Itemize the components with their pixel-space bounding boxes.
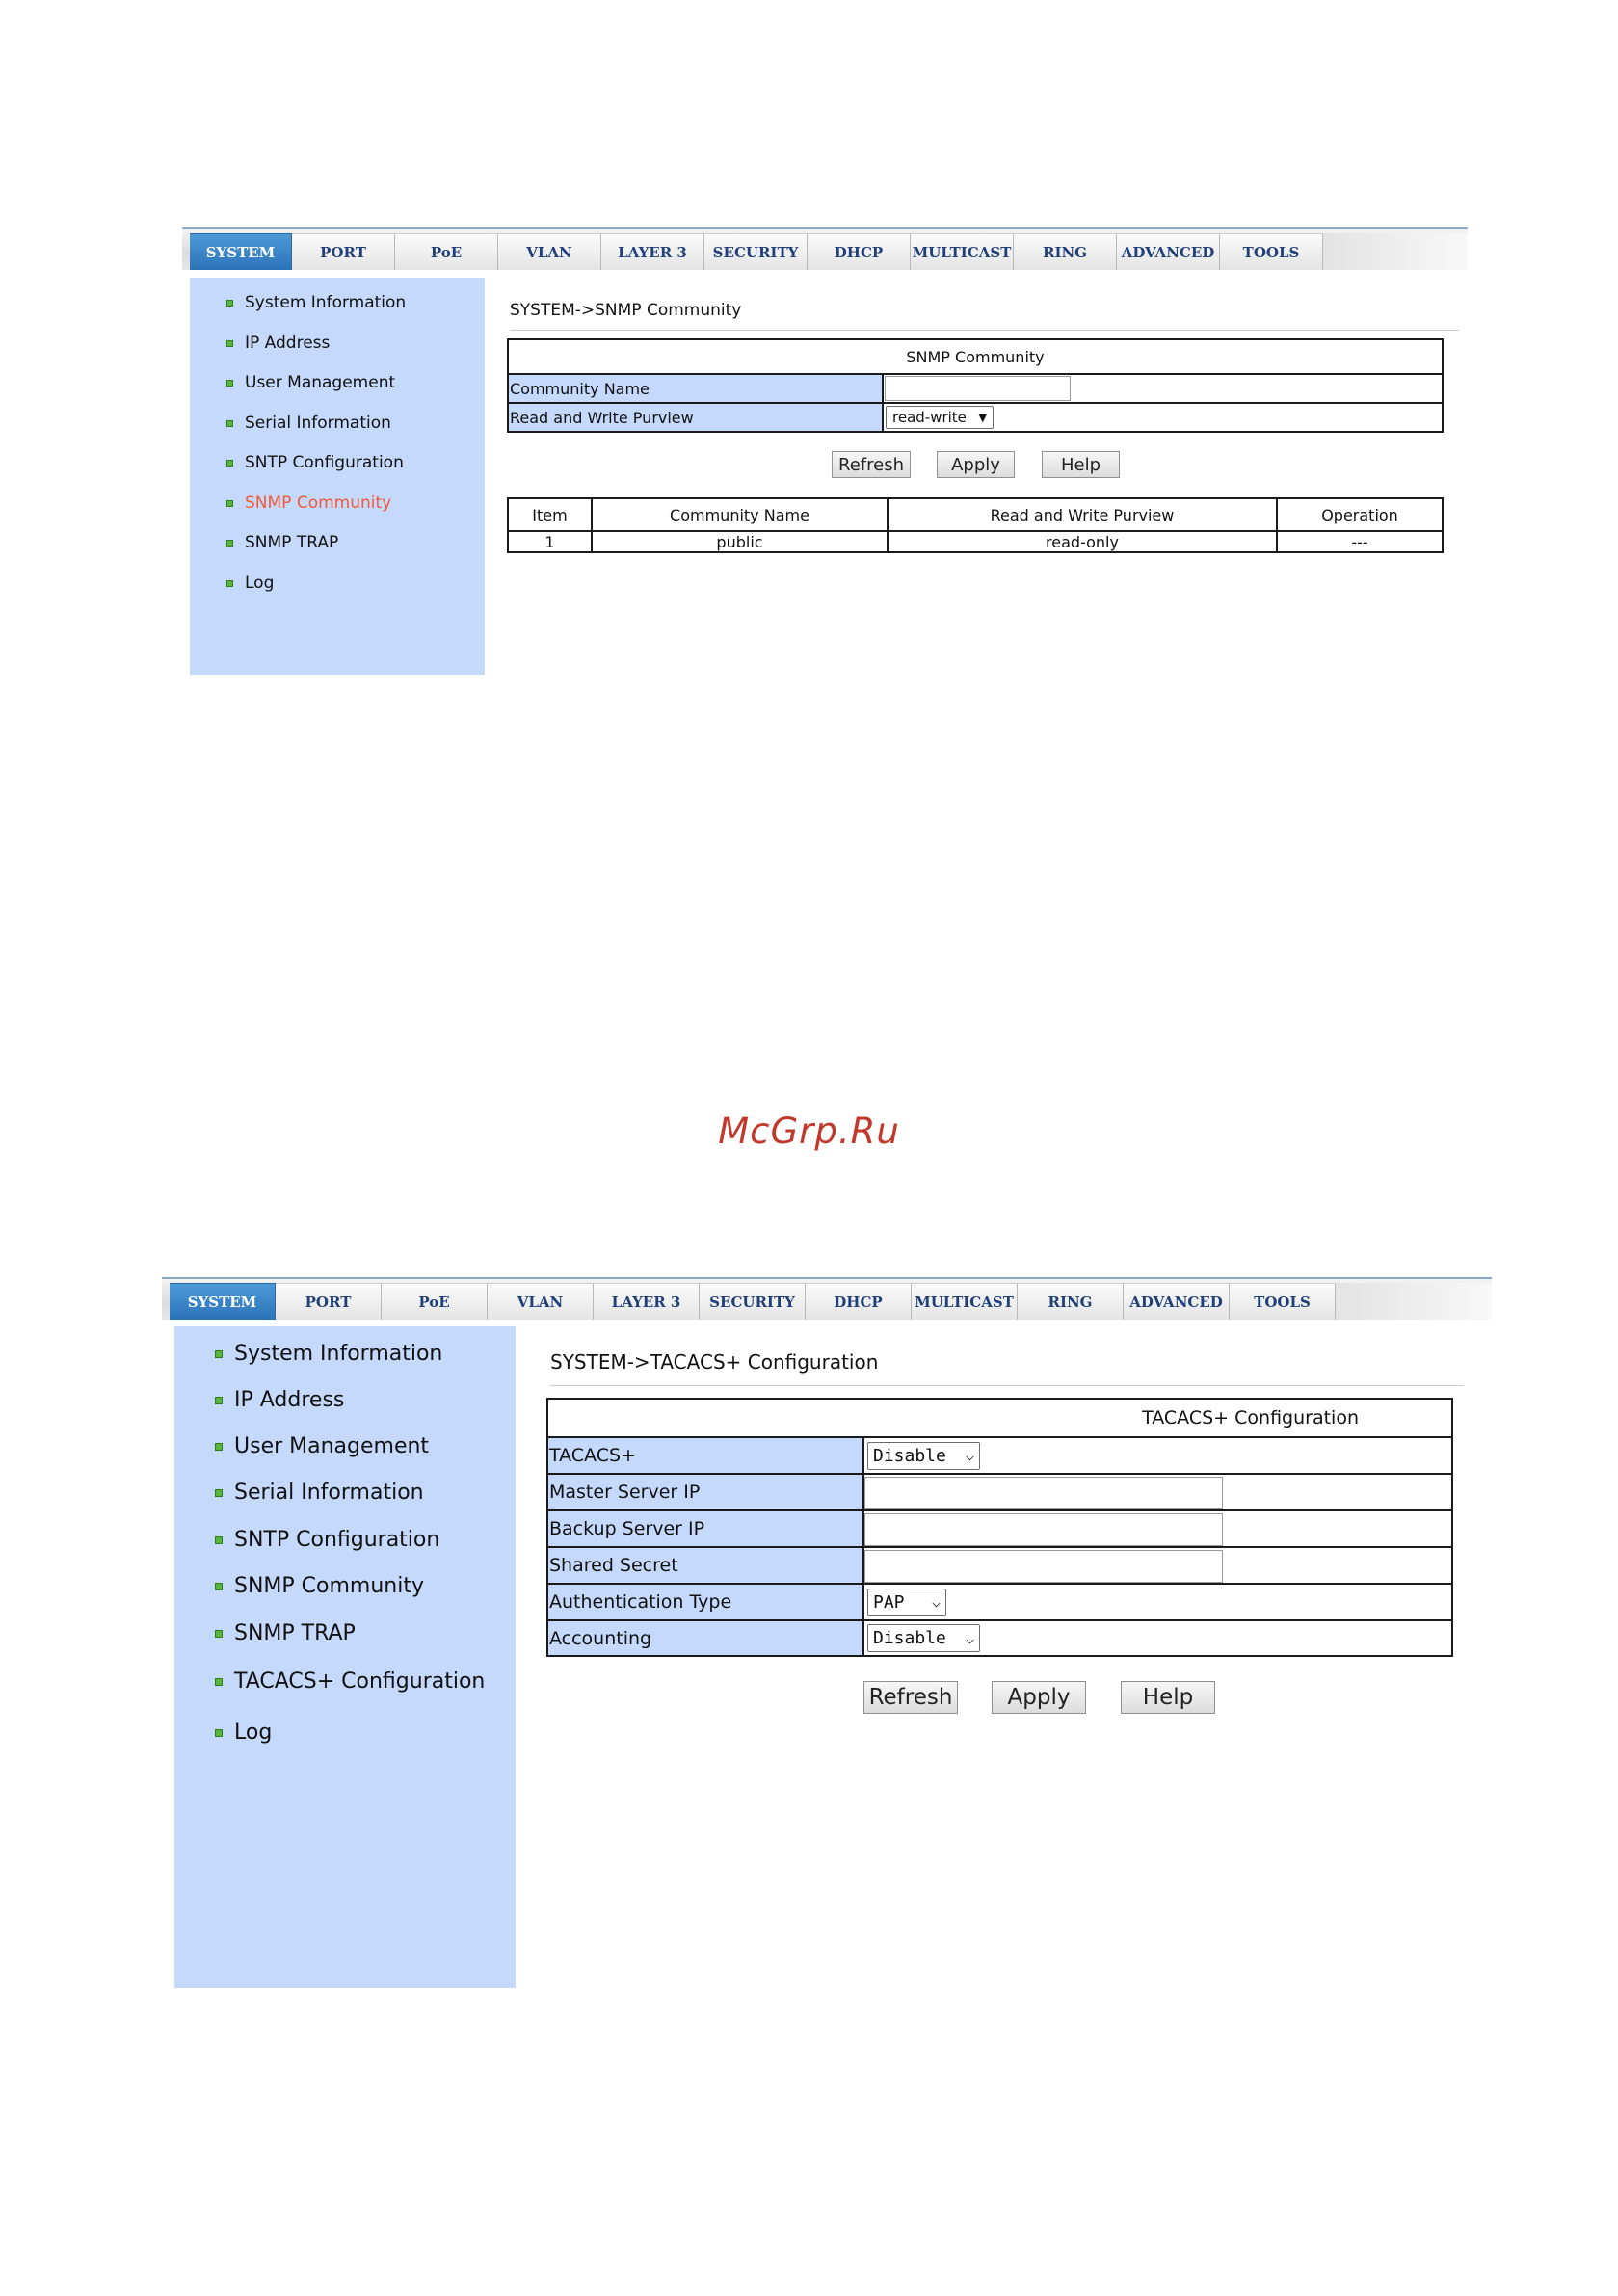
authentication-type-label: Authentication Type: [547, 1584, 863, 1620]
bullet-icon: [215, 1489, 223, 1497]
cell-operation: ---: [1277, 531, 1443, 552]
community-name-label: Community Name: [508, 374, 883, 403]
tab-system[interactable]: SYSTEM: [170, 1283, 276, 1320]
sidebar-item-system-information[interactable]: System Information: [226, 293, 406, 312]
tab-ring[interactable]: RING: [1014, 233, 1117, 270]
tacacs-select[interactable]: Disable ⌵: [867, 1442, 980, 1470]
bullet-icon: [226, 300, 233, 307]
shared-secret-input[interactable]: [864, 1550, 1223, 1583]
bullet-icon: [226, 380, 233, 387]
tacacs-configuration-screenshot: [162, 1277, 1492, 1990]
dropdown-arrow-icon: ▼: [978, 411, 987, 424]
snmp-community-screenshot: [182, 227, 1468, 677]
sidebar-item-snmp-community[interactable]: SNMP Community: [226, 494, 391, 513]
help-button[interactable]: Help: [1042, 451, 1120, 478]
sidebar-item-sntp-configuration[interactable]: SNTP Configuration: [226, 453, 404, 472]
tab-vlan[interactable]: VLAN: [488, 1283, 594, 1320]
bullet-icon: [226, 420, 233, 427]
tab-port[interactable]: PORT: [292, 233, 395, 270]
sidebar: [190, 278, 485, 675]
bullet-icon: [226, 580, 233, 587]
breadcrumb: SYSTEM->TACACS+ Configuration: [550, 1350, 879, 1374]
tab-multicast[interactable]: MULTICAST: [911, 233, 1014, 270]
accounting-label: Accounting: [547, 1620, 863, 1656]
chevron-down-icon: ⌵: [931, 1593, 941, 1611]
shared-secret-label: Shared Secret: [547, 1547, 863, 1584]
tab-advanced[interactable]: ADVANCED: [1124, 1283, 1230, 1320]
tab-vlan[interactable]: VLAN: [498, 233, 601, 270]
nav-fade: [1336, 1283, 1492, 1320]
master-server-ip-label: Master Server IP: [547, 1474, 863, 1510]
table-row: [508, 531, 1443, 552]
bullet-icon: [215, 1630, 223, 1638]
nav-fade: [1323, 233, 1468, 270]
column-header-community-name: Community Name: [592, 498, 888, 531]
sidebar-item-user-management[interactable]: User Management: [215, 1434, 429, 1458]
tab-poe[interactable]: PoE: [382, 1283, 488, 1320]
tab-multicast[interactable]: MULTICAST: [912, 1283, 1018, 1320]
breadcrumb-divider: [510, 330, 1459, 331]
sidebar-item-tacacs-configuration[interactable]: TACACS+ Configuration: [215, 1669, 485, 1694]
breadcrumb-divider: [550, 1385, 1464, 1386]
watermark-text: McGrp.Ru: [718, 1110, 900, 1152]
bullet-icon: [215, 1397, 223, 1404]
tab-dhcp[interactable]: DHCP: [808, 233, 911, 270]
sidebar-item-system-information[interactable]: System Information: [215, 1342, 442, 1366]
chevron-down-icon: ⌵: [965, 1629, 974, 1647]
tab-advanced[interactable]: ADVANCED: [1117, 233, 1220, 270]
tab-layer3[interactable]: LAYER 3: [594, 1283, 700, 1320]
bullet-icon: [215, 1729, 223, 1737]
backup-server-ip-label: Backup Server IP: [547, 1510, 863, 1547]
form-title: SNMP Community: [508, 339, 1443, 374]
sidebar-item-serial-information[interactable]: Serial Information: [215, 1481, 424, 1505]
sidebar-item-serial-information[interactable]: Serial Information: [226, 414, 391, 433]
bullet-icon: [226, 540, 233, 547]
sidebar-item-snmp-trap[interactable]: SNMP TRAP: [226, 533, 338, 552]
snmp-community-form: [507, 338, 1444, 433]
tab-ring[interactable]: RING: [1018, 1283, 1124, 1320]
purview-label: Read and Write Purview: [508, 403, 883, 432]
community-name-input[interactable]: [885, 376, 1071, 401]
authentication-type-select[interactable]: PAP ⌵: [867, 1589, 946, 1616]
top-nav-bar: [182, 227, 1468, 270]
sidebar-item-snmp-community[interactable]: SNMP Community: [215, 1574, 424, 1598]
tab-tools[interactable]: TOOLS: [1220, 233, 1323, 270]
cell-community-name: public: [592, 531, 888, 552]
apply-button[interactable]: Apply: [937, 451, 1015, 478]
bullet-icon: [215, 1350, 223, 1358]
form-title: TACACS+ Configuration: [547, 1399, 1452, 1437]
tab-system[interactable]: SYSTEM: [190, 233, 292, 270]
bullet-icon: [215, 1536, 223, 1544]
accounting-select[interactable]: Disable ⌵: [867, 1624, 980, 1652]
tab-dhcp[interactable]: DHCP: [806, 1283, 912, 1320]
tab-layer3[interactable]: LAYER 3: [601, 233, 704, 270]
community-table: [507, 497, 1444, 553]
master-server-ip-input[interactable]: [864, 1477, 1223, 1509]
bullet-icon: [226, 340, 233, 347]
bullet-icon: [215, 1678, 223, 1686]
cell-purview: read-only: [888, 531, 1277, 552]
column-header-operation: Operation: [1277, 498, 1443, 531]
refresh-button[interactable]: Refresh: [832, 451, 911, 478]
column-header-item: Item: [508, 498, 592, 531]
breadcrumb: SYSTEM->SNMP Community: [510, 301, 742, 320]
tab-poe[interactable]: PoE: [395, 233, 498, 270]
sidebar: [174, 1326, 516, 1988]
tab-port[interactable]: PORT: [276, 1283, 382, 1320]
bullet-icon: [215, 1443, 223, 1451]
bullet-icon: [215, 1583, 223, 1590]
purview-select[interactable]: read-write ▼: [886, 406, 994, 429]
tacacs-label: TACACS+: [547, 1437, 863, 1474]
top-nav-bar: [162, 1277, 1492, 1320]
sidebar-item-snmp-trap[interactable]: SNMP TRAP: [215, 1621, 356, 1645]
sidebar-item-log[interactable]: Log: [215, 1721, 272, 1745]
tab-security[interactable]: SECURITY: [704, 233, 808, 270]
refresh-button[interactable]: Refresh: [863, 1681, 958, 1714]
sidebar-item-ip-address[interactable]: IP Address: [226, 334, 330, 353]
bullet-icon: [226, 460, 233, 467]
help-button[interactable]: Help: [1121, 1681, 1215, 1714]
cell-item: 1: [508, 531, 592, 552]
bullet-icon: [226, 500, 233, 507]
tab-security[interactable]: SECURITY: [700, 1283, 806, 1320]
sidebar-item-ip-address[interactable]: IP Address: [215, 1388, 344, 1412]
sidebar-item-user-management[interactable]: User Management: [226, 373, 395, 392]
sidebar-item-log[interactable]: Log: [226, 574, 274, 593]
sidebar-item-sntp-configuration[interactable]: SNTP Configuration: [215, 1528, 439, 1552]
backup-server-ip-input[interactable]: [864, 1513, 1223, 1546]
tab-tools[interactable]: TOOLS: [1230, 1283, 1336, 1320]
column-header-purview: Read and Write Purview: [888, 498, 1277, 531]
tacacs-configuration-form: [546, 1398, 1453, 1657]
chevron-down-icon: ⌵: [965, 1447, 974, 1464]
apply-button[interactable]: Apply: [992, 1681, 1086, 1714]
